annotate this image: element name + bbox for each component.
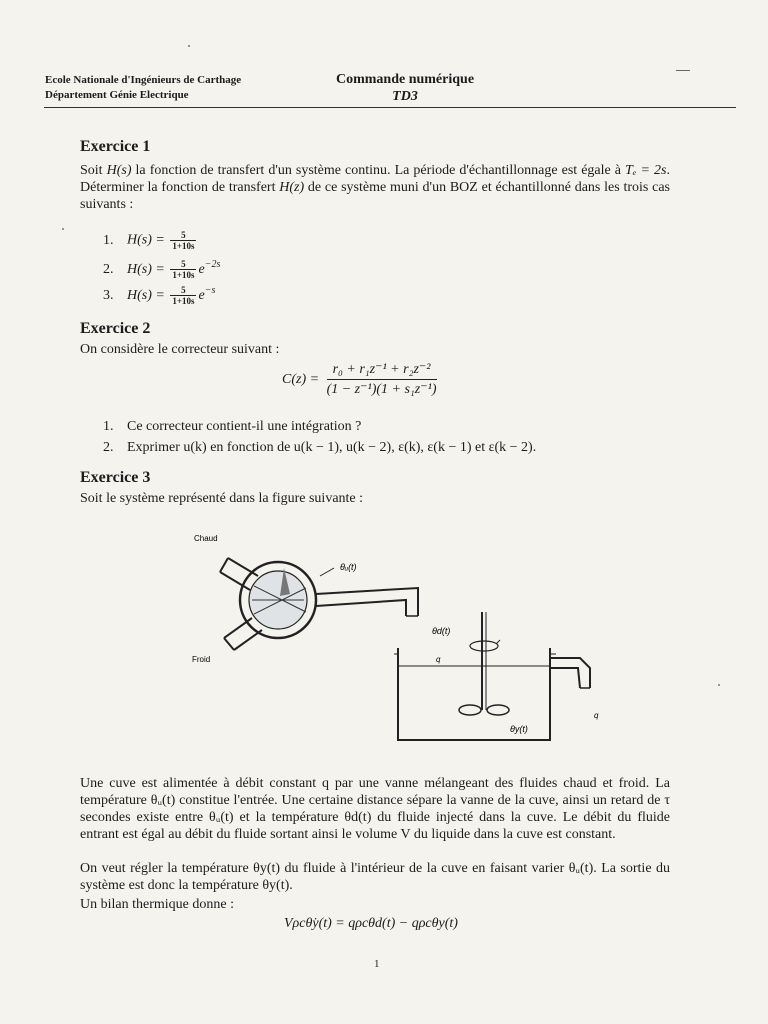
equation-denominator: (1 − z⁻¹)(1 + s₁z⁻¹) (326, 382, 437, 397)
tank-mixing-figure (180, 528, 600, 748)
header-institution (45, 73, 241, 103)
exercise-1-case-3: 3. H(s) = $\frac{5}{1+10s}$ $e^{-s}$ (103, 285, 216, 307)
school-name: Ecole Nationale d'Ingénieurs de Carthage (45, 74, 242, 86)
exercise-1-intro: Soit H(s) la fonction de transfert d'un système continu. La période d'échantillonnage est égale à Tₑ = 2s. Déterminer la fonction de transfert H(z) de ce système muni d'un BOZ et échantillonné dans les trois cas suivants : (80, 163, 671, 212)
heat-balance-equation: Vρcθ̇y(t) = qρcθd(t) − qρcθy(t) (284, 916, 458, 931)
exercise-3-paragraph-2: On veut régler la température θy(t) du fluide à l'intérieur de la cuve en faisant varier θᵤ(t). La sortie du système est donc la température θy(t). (80, 861, 670, 893)
margin-dash (676, 70, 690, 71)
corrector-equation (282, 361, 437, 398)
label-chaud: Chaud (194, 534, 218, 543)
equation-lhs: C(z) = (282, 371, 320, 387)
exercise-3-title: Exercice 3 (80, 469, 151, 486)
exercise-1-case-2: 2. H(s) = $\frac{5}{1+10s}$ $e^{-2s}$ (103, 259, 221, 281)
label-theta-y: θy(t) (510, 724, 528, 734)
exercise-3-intro: Soit le système représenté dans la figure suivante : (80, 491, 364, 506)
header-rule (44, 107, 736, 108)
header-course (330, 71, 480, 105)
exercise-1-case-1: 1. H(s) = $\frac{5}{1+10s}$ (103, 230, 195, 251)
department-name: Département Génie Electrique (45, 89, 189, 101)
course-title: Commande numérique (335, 72, 475, 87)
page-number: 1 (374, 958, 380, 970)
label-theta-d: θd(t) (432, 626, 451, 636)
td-number: TD3 (392, 89, 418, 104)
exercise-2-intro: On considère le correcteur suivant : (80, 342, 280, 357)
exercise-3-paragraph-3: Un bilan thermique donne : (80, 897, 234, 912)
equation-numerator: r₀ + r₁z⁻¹ + r₂z⁻² (327, 361, 437, 380)
exercise-1-title: Exercice 1 (80, 138, 151, 155)
exercise-2-question-1: 1. Ce correcteur contient-il une intégration ? (103, 419, 362, 434)
label-q-outflow: q (594, 711, 599, 720)
label-froid: Froid (192, 655, 211, 664)
scan-speck (718, 684, 720, 686)
label-q-inflow: q (436, 655, 441, 664)
label-theta-u: θᵤ(t) (340, 562, 357, 572)
exercise-2-title: Exercice 2 (80, 320, 151, 337)
scan-speck (188, 45, 190, 47)
exercise-2-question-2: 2. Exprimer u(k) en fonction de u(k − 1), u(k − 2), ε(k), ε(k − 1) et ε(k − 2). (103, 440, 537, 455)
scan-speck (62, 228, 64, 230)
exercise-3-paragraph-1: Une cuve est alimentée à débit constant q par une vanne mélangeant des fluides chaud et froid. La température θᵤ(t) constitue l'entrée. Une certaine distance sépare la vanne de la cuve, ainsi un retard de τ secondes existe entre θᵤ(t) et la température θd(t) du fluide injecté dans la cuve. Le débit du fluide entrant est égal au débit du fluide sortant ainsi le volume V du liquide dans la cuve est constant. (80, 776, 670, 842)
